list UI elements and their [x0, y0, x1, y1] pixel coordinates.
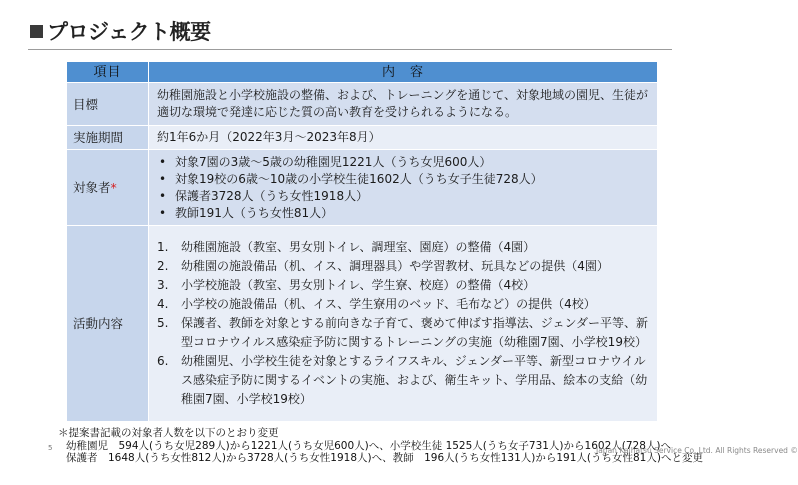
activities-list — [157, 238, 649, 409]
row-label-goal: 目標 — [67, 83, 149, 126]
row-content-goal: 幼稚園施設と小学校施設の整備、および、トレーニングを通じて、対象地域の園児、生徒が適切な環境で発達に応じた質の高い教育を受けられるようになる。 — [149, 83, 658, 126]
row-content-target — [149, 150, 658, 226]
row-label-period: 実施期間 — [67, 126, 149, 150]
table-row — [67, 150, 658, 226]
list-item: 3. 小学校施設（教室、男女別トイレ、学生寮、校庭）の整備（4校） — [157, 278, 536, 292]
table-row — [67, 83, 658, 126]
list-item: 2. 幼稚園の施設備品（机、イス、調理器具）や学習教材、玩具などの提供（4園） — [157, 259, 609, 273]
title-square-icon — [30, 25, 43, 38]
list-item: 1. 幼稚園施設（教室、男女別トイレ、調理室、園庭）の整備（4園） — [157, 240, 536, 254]
table-header-row — [67, 62, 658, 83]
list-item: • 保護者3728人（うち女性1918人） — [157, 188, 649, 205]
list-item: • 対象7園の3歳～5歳の幼稚園児1221人（うち女児600人） — [157, 154, 649, 171]
target-label-text: 対象者 — [73, 180, 111, 195]
footnote-line-1: ＊提案書記載の対象者人数を以下のとおり変更 — [58, 427, 279, 439]
header-item: 項目 — [67, 62, 149, 83]
list-item: 4. 小学校の施設備品（机、イス、学生寮用のベッド、毛布など）の提供（4校） — [157, 297, 596, 311]
copyright-notice: Japan Kaihatsu Service Co.,Ltd. All Rights Reserved © — [596, 446, 798, 455]
footnote-line-3: 保護者 1648人(うち女性812人)から3728人(うち女性1918人)へ、教師 196人(うち女性131人)から191人(うち女性81人)へと変更 — [66, 452, 703, 464]
list-item: 6. 幼稚園児、小学校生徒を対象とするライフスキル、ジェンダー平等、新型コロナウイルス感染症予防に関するイベントの実施、および、衛生キット、学用品、絵本の支給（幼稚園7園、小学校19校） — [157, 354, 648, 406]
page-number: 5 — [48, 444, 53, 452]
list-item: 5. 保護者、教師を対象とする前向きな子育て、褒めて伸ばす指導法、ジェンダー平等、新型コロナウイルス感染症予防に関するトレーニングの実施（幼稚園7園、小学校19校） — [157, 316, 649, 349]
header-content: 内 容 — [149, 62, 658, 83]
slide-title-text: プロジェクト概要 — [47, 20, 211, 44]
footnote-line-2: 幼稚園児 594人(うち女児289人)から1221人(うち女児600人)へ、小学校生徒 1525人(うち女子731人)から1602人(728人)へ — [66, 439, 671, 452]
target-list — [157, 154, 649, 222]
table-row — [67, 126, 658, 150]
list-item: • 教師191人（うち女性81人） — [157, 205, 649, 222]
row-content-activities — [149, 226, 658, 422]
slide-title — [30, 16, 211, 46]
row-content-period: 約1年6か月（2022年3月～2023年8月） — [149, 126, 658, 150]
row-label-activities: 活動内容 — [67, 226, 149, 422]
title-divider — [28, 49, 672, 50]
list-item: • 対象19校の6歳～10歳の小学校生徒1602人（うち女子生徒728人） — [157, 171, 649, 188]
row-label-target — [67, 150, 149, 226]
project-summary-table — [66, 61, 658, 422]
table-row — [67, 226, 658, 422]
target-asterisk: * — [110, 180, 117, 195]
